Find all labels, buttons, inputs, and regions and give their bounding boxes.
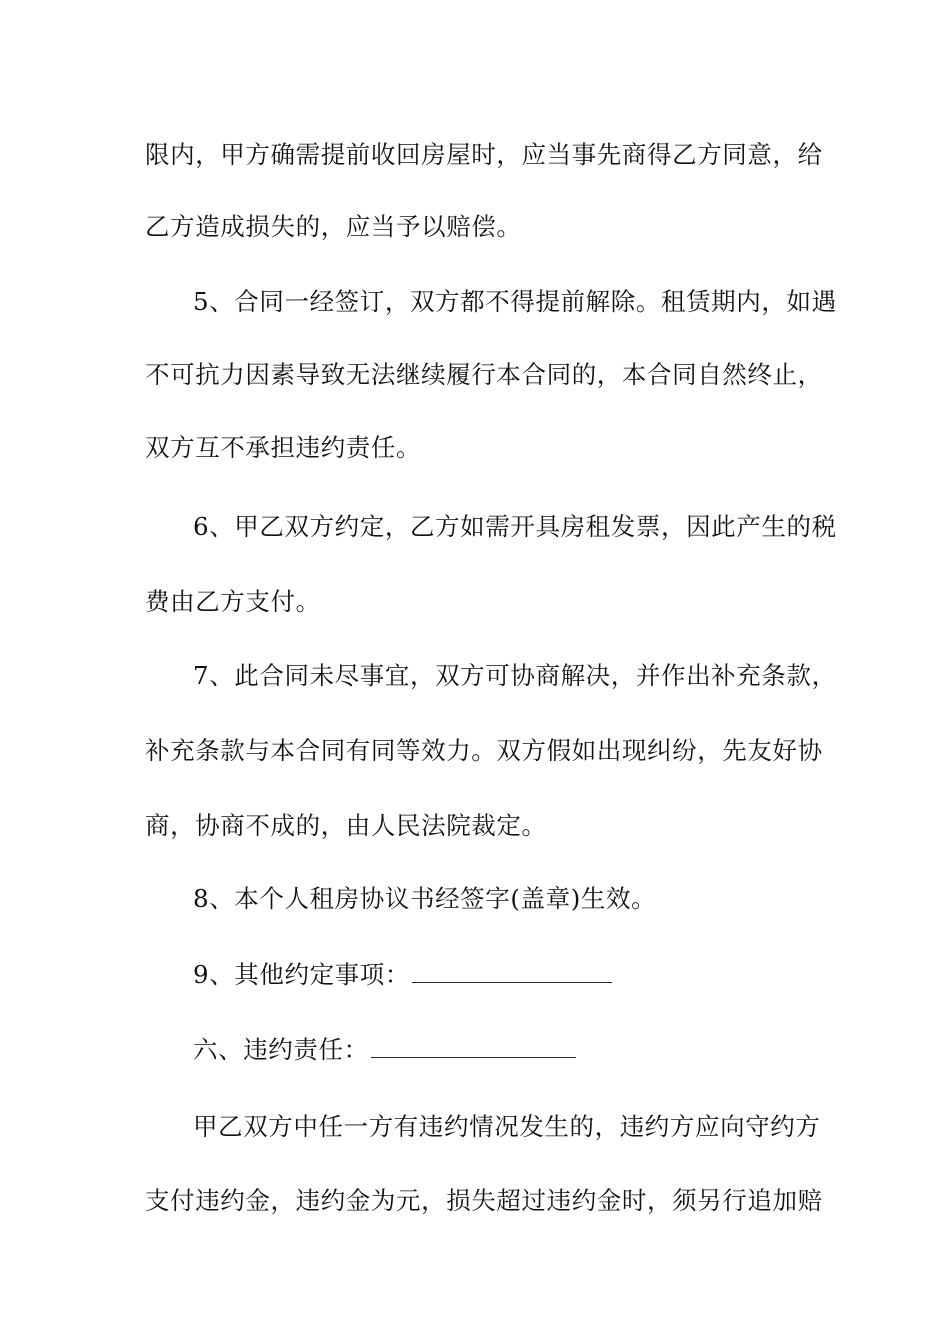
text-line: 费由乙方支付。 [145,587,321,616]
fill-in-blank [371,1035,576,1058]
text-line: 限内，甲方确需提前收回房屋时，应当事先商得乙方同意，给 [145,140,823,169]
text-line: 双方互不承担违约责任。 [145,433,422,462]
text-line: 商，协商不成的，由人民法院裁定。 [145,811,547,840]
clause-5: 5、合同一经签订，双方都不得提前解除。租赁期内，如遇 [193,287,837,316]
section-6-label: 六、违约责任： [193,1035,369,1064]
text-line: 支付违约金，违约金为元，损失超过违约金时，须另行追加赔 [145,1186,823,1215]
clause-9 [193,958,858,992]
clause-9-label: 9、其他约定事项： [193,960,410,989]
fill-in-blank [412,960,612,983]
clause-7: 7、此合同未尽事宜，双方可协商解决，并作出补充条款， [193,661,837,690]
text-line: 不可抗力因素导致无法继续履行本合同的，本合同自然终止， [145,360,823,389]
clause-8: 8、本个人租房协议书经签字(盖章)生效。 [193,884,657,913]
text-line: 甲乙双方中任一方有违约情况发生的，违约方应向守约方 [193,1112,821,1141]
section-6-heading [193,1033,858,1067]
text-line: 补充条款与本合同有同等效力。双方假如出现纠纷，先友好协 [145,736,823,765]
clause-6: 6、甲乙双方约定，乙方如需开具房租发票，因此产生的税 [193,512,837,541]
text-line: 乙方造成损失的，应当予以赔偿。 [145,212,522,241]
